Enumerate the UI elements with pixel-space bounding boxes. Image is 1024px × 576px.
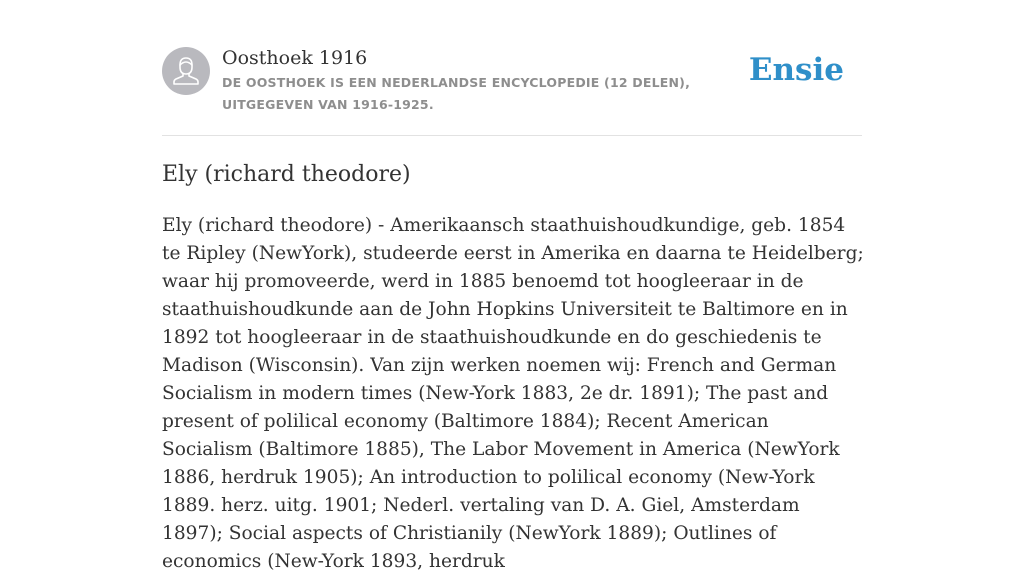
source-header	[162, 46, 862, 116]
article-body: Ely (richard theodore) - Amerikaansch staathuishoudkundige, geb. 1854 te Ripley (NewYork), studeerde eerst in Amerika en daarna te Heidelberg; waar hij promoveerde, werd in 1885 benoemd tot hoogleeraar in de staathuishoudkunde aan de John Hopkins Universiteit te Baltimore en in 1892 tot hoogleeraar in de staathuishoudkunde en do geschiedenis te Madison (Wisconsin). Van zijn werken noemen wij: French and German Socialism in modern times (New-York 1883, 2e dr. 1891); The past and present of polilical economy (Baltimore 1884); Recent American Socialism (Baltimore 1885), The Labor Movement in America (NewYork 1886, herdruk 1905); An introduction to polilical economy (New-York 1889. herz. uitg. 1901; Nederl. vertaling van D. A. Giel, Amsterdam 1897); Social aspects of Christianily (NewYork 1889); Outlines of economics (New-York 1893, herdruk	[162, 215, 864, 572]
source-avatar[interactable]	[162, 47, 210, 95]
article-title: Ely (richard theodore)	[162, 162, 411, 187]
source-name[interactable]: Oosthoek 1916	[222, 47, 368, 69]
source-description: DE OOSTHOEK IS EEN NEDERLANDSE ENCYCLOPEDIE (12 DELEN), UITGEGEVEN VAN 1916-1925.	[222, 75, 691, 112]
user-icon	[162, 47, 210, 95]
divider	[162, 135, 862, 136]
brand-logo[interactable]: Ensie	[748, 52, 844, 88]
